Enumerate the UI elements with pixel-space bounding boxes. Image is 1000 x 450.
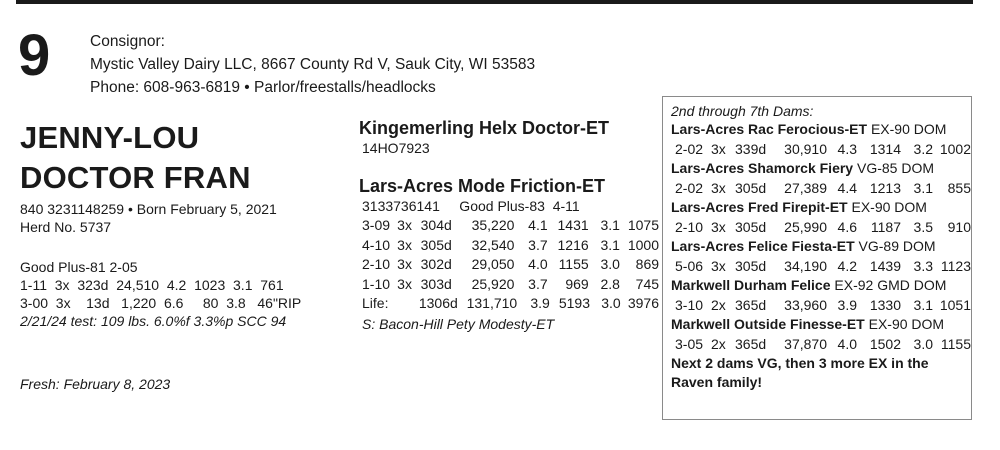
record-cell: 3.1: [913, 296, 933, 313]
record-cell: 1431: [557, 217, 589, 233]
record-cell: 29,050: [471, 256, 515, 272]
record-cell: 30,910: [784, 140, 827, 157]
herd-number: Herd No. 5737: [20, 219, 112, 235]
record-cell: 33,960: [784, 296, 827, 313]
consignor-address: Mystic Valley Dairy LLC, 8667 County Rd V, Sauk City, WI 53583: [90, 56, 536, 73]
dams-closing-note: Next 2 dams VG, then 3 more EX in the Raven family!: [671, 355, 929, 390]
record-cell: 3.9: [837, 296, 857, 313]
ancestor-dam: [671, 198, 971, 218]
record-cell: 3-09: [362, 217, 391, 233]
record-cell: 1155: [940, 335, 971, 352]
record-cell: 3-05: [675, 335, 704, 352]
record-cell: 37,870: [784, 335, 827, 352]
record-cell: 2x: [711, 335, 726, 352]
ancestor-dam-record: [671, 218, 971, 238]
record-cell: 3x: [397, 256, 412, 272]
record-cell: 3x: [711, 179, 726, 196]
ancestor-dam-classification: EX-92 GMD DOM: [830, 277, 947, 293]
dams-box: [662, 96, 972, 420]
record-cell: 1123: [940, 257, 971, 274]
record-cell: 2.8: [600, 275, 620, 292]
record-cell: 3.0: [600, 256, 620, 272]
record-cell: 4.0: [837, 335, 857, 352]
classification: Good Plus-81 2-05: [20, 259, 138, 275]
ancestor-dam-classification: EX-90 DOM: [867, 121, 947, 137]
record-cell: 3.1: [913, 179, 933, 196]
record-cell: 4.0: [528, 256, 548, 272]
record-cell: 305d: [420, 236, 452, 253]
life-milk: 131,710: [466, 295, 518, 311]
record-cell: 1502: [869, 335, 901, 352]
life-fat-pct: 3.9: [530, 295, 550, 311]
ancestor-dam-record: [671, 296, 971, 316]
record-cell: 3x: [397, 275, 412, 292]
record-cell: 305d: [735, 218, 767, 235]
record-cell: 4-10: [362, 236, 391, 253]
record-cell: 855: [947, 179, 971, 196]
record-cell: 1213: [869, 179, 901, 196]
record-cell: 2-02: [675, 140, 704, 157]
record-cell: 2x: [711, 296, 726, 313]
ancestor-dam: [671, 120, 971, 140]
animal-name-line2: DOCTOR FRAN: [20, 160, 251, 195]
record-cell: 869: [635, 256, 660, 272]
lot-number: 9: [18, 23, 51, 88]
registration-line: 840 3231148259 • Born February 5, 2021: [20, 201, 277, 217]
sire-name: Kingemerling Helx Doctor-ET: [359, 118, 610, 138]
record-cell: 1439: [869, 257, 901, 274]
life-prot-pct: 3.0: [601, 295, 621, 311]
record-cell: 1002: [939, 140, 971, 157]
sire-code: 14HO7923: [362, 140, 430, 156]
ancestor-dam-record: [671, 179, 971, 199]
ancestor-dam-name: Lars-Acres Felice Fiesta-ET: [671, 238, 855, 254]
consignor-label: Consignor:: [90, 33, 165, 50]
ancestor-dam-record: [671, 257, 971, 277]
record-cell: 1187: [870, 218, 901, 235]
fresh-date: Fresh: February 8, 2023: [20, 376, 171, 392]
record-cell: 34,190: [784, 257, 827, 274]
pedigree-block: [359, 117, 659, 334]
record-cell: 2-10: [362, 256, 391, 272]
life-days: 1306d: [418, 295, 458, 311]
record-cell: 304d: [420, 217, 452, 233]
dam-record-row: [359, 216, 659, 236]
ancestor-dam-name: Markwell Outside Finesse-ET: [671, 316, 865, 332]
record-cell: 4.4: [837, 179, 857, 196]
top-rule: [16, 0, 973, 4]
record-cell: 3x: [397, 217, 412, 233]
record-cell: 1-10: [362, 275, 391, 292]
record-cell: 2-10: [675, 218, 704, 235]
consignor-block: [90, 30, 535, 99]
record-cell: 365d: [735, 296, 767, 313]
record-line: 1-11 3x 323d 24,510 4.2 1023 3.1 761: [20, 277, 284, 293]
animal-name-line1: JENNY-LOU: [20, 120, 200, 155]
life-record: [359, 294, 659, 314]
record-cell: 1330: [869, 296, 901, 313]
record-cell: 1155: [558, 256, 589, 272]
record-cell: 3.7: [528, 236, 548, 253]
record-cell: 1000: [627, 236, 660, 253]
record-cell: 969: [565, 275, 589, 292]
ancestor-dam: [671, 276, 971, 296]
record-cell: 27,389: [784, 179, 827, 196]
ancestor-dam-record: [671, 335, 971, 355]
dam-reg-line: 3133736141 Good Plus-83 4-11: [362, 198, 580, 214]
record-cell: 1075: [627, 217, 660, 233]
record-cell: 3.0: [913, 335, 933, 352]
record-cell: 3x: [711, 218, 726, 235]
record-cell: 3.3: [913, 257, 933, 274]
dams-box-header: 2nd through 7th Dams:: [671, 103, 814, 119]
record-cell: 25,920: [471, 275, 515, 292]
record-cell: 303d: [420, 275, 452, 292]
record-cell: 32,540: [471, 236, 515, 253]
animal-block: [20, 118, 350, 330]
record-cell: 3x: [711, 140, 726, 157]
record-cell: 1051: [939, 296, 971, 313]
dam-name: Lars-Acres Mode Friction-ET: [359, 176, 606, 196]
record-cell: 339d: [735, 140, 767, 157]
ancestor-dam: [671, 237, 971, 257]
record-cell: 25,990: [784, 218, 827, 235]
record-cell: 5-06: [675, 257, 704, 274]
record-cell: 3.7: [528, 275, 548, 292]
record-cell: 1216: [557, 236, 589, 253]
record-cell: 3-10: [675, 296, 704, 313]
dam-sire-line: S: Bacon-Hill Pety Modesty-ET: [362, 315, 555, 332]
dam-record-row: [359, 236, 659, 256]
record-cell: 35,220: [471, 217, 515, 233]
record-cell: 365d: [735, 335, 767, 352]
record-cell: 305d: [735, 179, 767, 196]
record-cell: 745: [635, 275, 660, 292]
ancestor-dam-record: [671, 140, 971, 160]
record-cell: 3.2: [913, 140, 933, 157]
record-cell: 3x: [711, 257, 726, 274]
ancestor-dam-classification: VG-85 DOM: [853, 160, 934, 176]
ancestor-dam-name: Lars-Acres Shamorck Fiery: [671, 160, 854, 176]
ancestor-dam-classification: VG-89 DOM: [854, 238, 936, 254]
ancestor-dam-classification: EX-90 DOM: [864, 316, 945, 332]
dam-record-row: [359, 255, 659, 275]
life-fat: 5193: [558, 295, 591, 311]
ancestor-dam: [671, 315, 971, 335]
record-cell: 3x: [397, 236, 412, 253]
record-line: 3-00 3x 13d 1,220 6.6 80 3.8 46"RIP: [20, 295, 302, 311]
ancestor-dam-name: Lars-Acres Fred Firepit-ET: [671, 199, 848, 215]
record-cell: 302d: [420, 256, 452, 272]
test-line: 2/21/24 test: 109 lbs. 6.0%f 3.3%p SCC 94: [20, 313, 287, 329]
record-cell: 4.3: [837, 140, 857, 157]
ancestor-dam: [671, 159, 971, 179]
ancestor-dam-name: Markwell Durham Felice: [671, 277, 831, 293]
record-cell: 3.5: [913, 218, 933, 235]
record-cell: 3.1: [600, 217, 620, 233]
record-cell: 4.2: [837, 257, 857, 274]
record-cell: 1314: [869, 140, 901, 157]
record-cell: 305d: [735, 257, 767, 274]
life-label: Life:: [362, 295, 389, 311]
consignor-phone: Phone: 608-963-6819 • Parlor/freestalls/headlocks: [90, 79, 436, 96]
life-prot: 3976: [627, 295, 659, 311]
record-cell: 4.6: [837, 218, 857, 235]
ancestor-dam-name: Lars-Acres Rac Ferocious-ET: [671, 121, 868, 137]
record-cell: 3.1: [600, 236, 620, 253]
record-cell: 2-02: [675, 179, 704, 196]
dam-record-row: [359, 275, 659, 295]
ancestor-dam-classification: EX-90 DOM: [847, 199, 927, 215]
record-cell: 4.1: [528, 217, 548, 233]
record-cell: 910: [947, 218, 971, 235]
